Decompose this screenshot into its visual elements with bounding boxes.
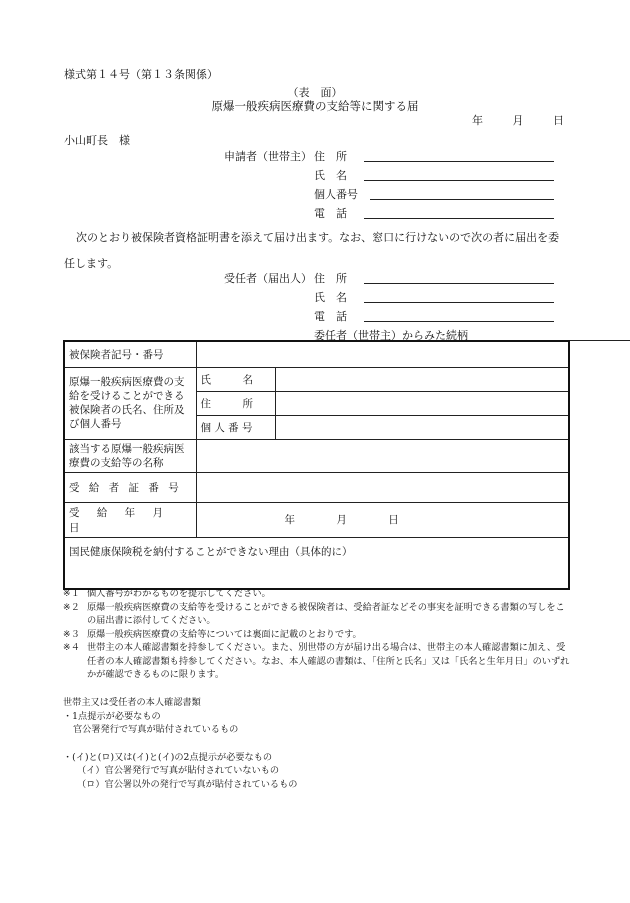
- item-i: （イ）官公署発行で写真が貼付されていないもの: [77, 765, 280, 776]
- insured-number-label: 被保険者記号・番号: [64, 341, 196, 367]
- note-text: 原爆一般疾病医療費の支給等については裏面に記載のとおりです。: [87, 628, 362, 640]
- id-docs-heading: 世帯主又は受任者の本人確認書類: [63, 697, 201, 708]
- table-row: [64, 341, 569, 367]
- note-item: [63, 628, 573, 642]
- table-row: [64, 502, 569, 537]
- month-label: 月: [336, 514, 347, 526]
- applicable-label: 該当する原爆一般疾病医療費の支給等の名称: [64, 439, 196, 472]
- field-label: 電 話: [314, 310, 347, 323]
- applicant-role: 申請者（世帯主）: [224, 150, 312, 163]
- field-label: 電 話: [314, 207, 347, 220]
- reason-cell[interactable]: [64, 537, 569, 589]
- item-ro: （ロ）官公署以外の発行で写真が貼付されているもの: [77, 778, 298, 790]
- proxy-role: 受任者（届出人）: [224, 272, 312, 285]
- side-label: （表 面）: [287, 86, 343, 99]
- notes: [63, 587, 573, 682]
- note-text: 個人番号がわかるものを提示してください。: [87, 588, 271, 599]
- year-label: 年: [472, 114, 483, 127]
- day-label: 日: [388, 514, 399, 526]
- field-label: 委任者（世帯主）からみた続柄: [314, 329, 468, 342]
- applicant-personal-number-field[interactable]: [314, 186, 554, 204]
- info-table: [63, 340, 570, 590]
- year-label: 年: [284, 514, 295, 526]
- recipient-label: 原爆一般疾病医療費の支給を受けることができる被保険者の氏名、住所及び個人番号: [64, 367, 196, 439]
- one-point-label: ・1点提示が必要なもの: [63, 710, 161, 722]
- personal-number-label: 個 人 番 号: [196, 415, 275, 439]
- applicant-phone-field[interactable]: [314, 205, 554, 223]
- addressee: 小山町長 様: [64, 134, 130, 147]
- id-documents: [63, 696, 298, 791]
- header-date: [472, 112, 564, 128]
- field-label: 氏 名: [314, 291, 347, 304]
- note-mark: ※３: [63, 628, 80, 640]
- name-label: 氏 名: [196, 367, 275, 391]
- table-row: [64, 439, 569, 472]
- note-item: [63, 641, 573, 682]
- proxy-address-field[interactable]: [314, 270, 554, 288]
- reason-label: 国民健康保険税を納付することができない理由（具体的に）: [69, 545, 353, 558]
- field-label: 氏 名: [314, 169, 347, 182]
- table-row: [64, 472, 569, 502]
- table-row: [64, 367, 569, 391]
- note-text: 世帯主の本人確認書類を持参してください。また、別世帯の方が届け出る場合は、世帯主の本人確認書類に加え、受任者の本人確認書類も持参してください。なお、本人確認の書類は、「住所と氏名」又は「氏名と生年月日」のいずれかが確認できるものに限ります。: [87, 642, 570, 680]
- month-label: 月: [512, 114, 524, 127]
- insured-number-cell[interactable]: [196, 341, 569, 367]
- personal-number-cell[interactable]: [275, 415, 569, 439]
- proxy-block: [224, 270, 564, 340]
- certificate-number-label: 受 給 者 証 番 号: [64, 472, 196, 502]
- address-cell[interactable]: [275, 391, 569, 415]
- payment-date-cell[interactable]: [196, 502, 569, 537]
- note-mark: ※２: [63, 601, 80, 613]
- note-mark: ※４: [63, 642, 80, 653]
- form-title: 原爆一般疾病医療費の支給等に関する届: [211, 99, 419, 113]
- applicant-address-field[interactable]: [314, 148, 554, 166]
- applicable-cell[interactable]: [196, 439, 569, 472]
- note-text: 原爆一般疾病医療費の支給等を受けることができる被保険者は、受給者証などその事実を証明できる書類の写しをこの届出書に添付してください。: [87, 601, 565, 626]
- two-point-label: ・(イ)と(ロ)又は(イ)と(イ)の2点提示が必要なもの: [63, 751, 273, 763]
- table-row: [64, 537, 569, 589]
- one-point-item: 官公署発行で写真が貼付されているもの: [73, 724, 239, 735]
- note-mark: ※１: [63, 588, 80, 599]
- applicant-block: [224, 148, 564, 228]
- proxy-name-field[interactable]: [314, 289, 554, 307]
- note-item: [63, 601, 573, 628]
- applicant-name-field[interactable]: [314, 167, 554, 185]
- note-item: [63, 587, 573, 601]
- form-id: 様式第１４号（第１３条関係）: [64, 68, 218, 81]
- payment-date-label: 受 給 年 月 日: [64, 502, 196, 537]
- name-cell[interactable]: [275, 367, 569, 391]
- certificate-number-cell[interactable]: [196, 472, 569, 502]
- address-label: 住 所: [196, 391, 275, 415]
- field-label: 住 所: [314, 272, 347, 285]
- day-label: 日: [553, 114, 564, 127]
- proxy-phone-field[interactable]: [314, 308, 554, 326]
- delegation-paragraph: 次のとおり被保険者資格証明書を添えて届け出ます。なお、窓口に行けないので次の者に届出を委任します。: [64, 231, 560, 270]
- field-label: 住 所: [314, 150, 347, 163]
- field-label: 個人番号: [314, 188, 358, 201]
